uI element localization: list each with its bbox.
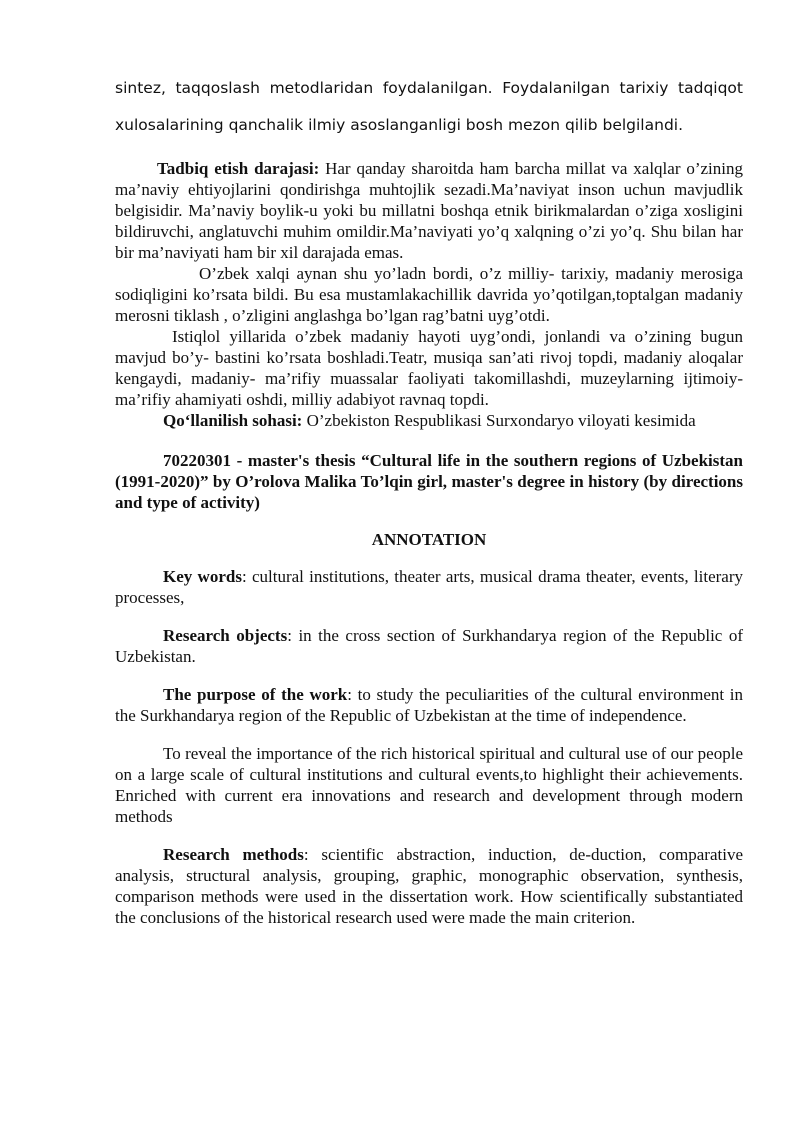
qollanilish-text: O’zbekiston Respublikasi Surxondaryo viloyati kesimida xyxy=(302,411,696,430)
uz-paragraph-3: Istiqlol yillarida o’zbek madaniy hayoti uyg’ondi, jonlandi va o’zining bugun mavjud bo’y- bastini ko’rsata boshladi.Teatr, musiqa san’ati rivoj topdi, madaniy aloqalar kengaydi, madaniy- ma’rifiy muassalar faoliyati takomillashdi, muzeylarning ijtimoiy- ma’rifiy ahamiyati oshdi, milliy adabiyot ravnaq topdi. xyxy=(115,327,743,409)
qollanilish-label: Qo‘llanilish sohasi: xyxy=(163,411,303,430)
keywords-label: Key words xyxy=(163,567,242,586)
methods-text: : scientific abstraction, induction, de-duction, comparative analysis, structural analysis, grouping, graphic, monographic observation, synthesis, comparison methods were used in the dissertation work. How scientifically substantiated the conclusions of the historical research used were made the main criterion. xyxy=(115,845,743,927)
purpose-paragraph xyxy=(115,684,743,726)
tadbiq-paragraph xyxy=(115,158,743,263)
methods-paragraph xyxy=(115,844,743,928)
document-page xyxy=(115,70,743,928)
methods-label: Research methods xyxy=(163,845,304,864)
annotation-title: ANNOTATION xyxy=(371,530,487,549)
objects-text: : in the cross section of Surkhandarya region of the Republic of Uzbekistan. xyxy=(115,626,743,666)
uz-paragraph-2: O’zbek xalqi aynan shu yo’ladn bordi, o’z milliy- tarixiy, madaniy merosiga sodiqligini ko’rsata bildi. Bu esa mustamlakachillik davrida yo’qotilgan,toptalgan madaniy merosni tiklash , o’zligini anglashga bo’lgan rag’batni uyg’otdi. xyxy=(115,264,743,325)
keywords-paragraph xyxy=(115,566,743,608)
objects-label: Research objects xyxy=(163,626,288,645)
keywords-text: : cultural institutions, theater arts, musical drama theater, events, literary processes, xyxy=(115,567,743,607)
reveal-paragraph: To reveal the importance of the rich historical spiritual and cultural use of our people on a large scale of cultural institutions and cultural events,to highlight their achievements. Enriched with current era innovations and research and development through modern methods xyxy=(115,744,743,826)
intro-paragraph: sintez, taqqoslash metodlaridan foydalanilgan. Foydalanilgan tarixiy tadqiqot xulosalarining qanchalik ilmiy asoslanganligi bosh mezon qilib belgilandi. xyxy=(115,79,743,134)
purpose-text: : to study the peculiarities of the cultural environment in the Surkhandarya region of the Republic of Uzbekistan at the time of independence. xyxy=(115,685,743,725)
qollanilish-paragraph xyxy=(115,410,743,431)
objects-paragraph xyxy=(115,625,743,667)
tadbiq-label: Tadbiq etish darajasi: xyxy=(157,159,320,178)
purpose-label: The purpose of the work xyxy=(163,685,348,704)
thesis-heading: 70220301 - master's thesis “Cultural life in the southern regions of Uzbekistan (1991-2020)” by O’rolova Malika To’lqin girl, master's degree in history (by directions and type of activity) xyxy=(115,451,743,512)
tadbiq-text: Har qanday sharoitda ham barcha millat va xalqlar o’zining ma’naviy ehtiyojlarini qondirishga muhtojlik sezadi.Ma’naviyat inson uchun mavjudlik belgisidir. Ma’naviy boylik-u yoki bu millatni boshqa etnik birikmalardan o’ziga xosligini bildiruvchi, anglatuvchi muhim omildir.Ma’naviyati yo’q xalqning o’zi yo’q. Shu bilan har bir ma’naviyati ham bir xil darajada emas. xyxy=(115,159,743,262)
